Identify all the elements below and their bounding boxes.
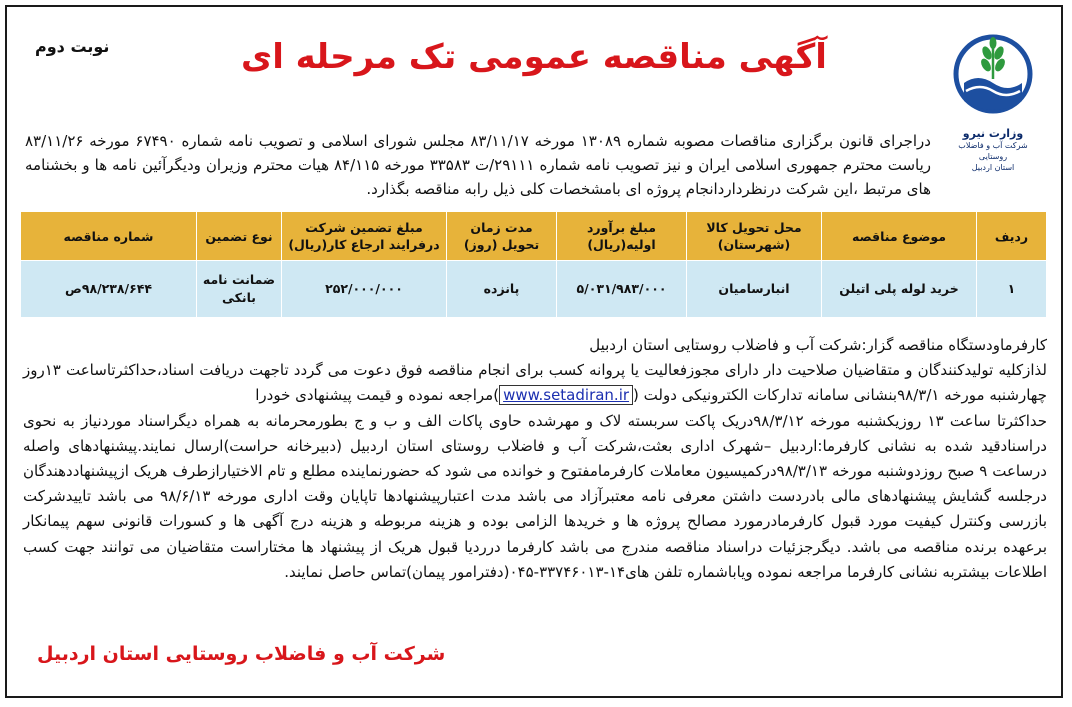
tender-table: [20, 211, 1047, 318]
header-guarantee-type: نوع تضمین: [197, 212, 282, 261]
table-header-row: [21, 212, 1047, 261]
header-subject: موضوع مناقصه: [822, 212, 977, 261]
invitation-paragraph: [23, 358, 1047, 408]
cell-delivery-location: انبارسامیان: [687, 261, 822, 318]
cell-tender-number: ۹۸/۲۳۸/۶۴۴ص: [21, 261, 197, 318]
header-delivery-time: مدت زمان تحویل (روز): [447, 212, 557, 261]
intro-paragraph: دراجرای قانون برگزاری مناقصات مصوبه شماره ۱۳۰۸۹ مورخه ۸۳/۱۱/۱۷ مجلس شورای اسلامی و تصویب نامه شماره ۶۷۴۹۰ مورخه ۸۳/۱۱/۲۶ ریاست محترم جمهوری اسلامی ایران و نیز تصویب نامه شماره ۲۹۱۱۱/ت ۳۳۵۸۳ مورخه ۸۴/۱۱۵ هیات محترم وزیران ودیگرآئین نامه ها و بخشنامه های مرتبط ،این شرکت درنظرداردانجام پروژه ای بامشخصات کلی ذیل رابه مناقصه بگذارد.: [25, 132, 931, 198]
employer-line: کارفرماودستگاه مناقصه گزار:شرکت آب و فاضلاب روستایی استان اردبیل: [589, 336, 1047, 354]
header-row-number: ردیف: [977, 212, 1047, 261]
header-delivery-location: محل تحویل کالا (شهرستان): [687, 212, 822, 261]
details-paragraph: حداکثرتا ساعت ۱۳ روزیکشنبه مورخه ۹۸/۳/۱۲دریک پاکت سربسته لاک و مهرشده حاوی پاکات الف و ب و ج بطورمحرمانه به همراه دیگراسناد موردنیاز به نحوی دراسنادقید شده به نشانی کارفرما:اردبیل –شهرک اداری بعثت،شرکت آب و فاضلاب روستای استان اردبیل (دبیرخانه حراست)ارسال نمایند.پیشنهادهای واصله درساعت ۹ صبح روزدوشنبه مورخه ۹۸/۳/۱۳درکمیسیون معاملات کارفرمامفتوح و خوانده می شود که حضورنماینده مطلع و تام الاختیارازطرف هریک ازپیشنهاددهندگان درجلسه گشایش پیشنهادهای مالی بادردست داشتن معرفی نامه معتبرآزاد می باشد مدت اعتبارپیشنهادها تاپایان وقت اداری مورخه ۹۸/۶/۱۳ می باشد تاییدشرکت بازرسی وکنترل کیفیت مورد قبول کارفرمادرمورد مصالح پروژه ها و خریدها الزامی بوده و هزینه مربوطه و هزینه درج آگهی ها و کسورات قانونی سهم پیمانکار برعهده برنده مناقصه می باشد. دیگرجزئیات دراسناد مناقصه مندرج می باشد کارفرما درردیا قبول هریک از پیشنهاد ها مختاراست متقاضیان می توانند جهت کسب اطلاعات بیشتربه نشانی کارفرما مراجعه نموده ویاباشماره تلفن های۱۴-۳۳۷۴۶۰۱۳-۰۴۵(دفترامور پیمان)تماس حاصل نمایند.: [23, 411, 1048, 581]
ministry-name: وزارت نیرو: [962, 127, 1024, 140]
cell-guarantee-type: ضمانت نامه بانکی: [197, 261, 282, 318]
notice-title: آگهی مناقصه عمومی تک مرحله ای: [241, 37, 827, 77]
notice-frame: [5, 5, 1063, 698]
invitation-text-2: )مراجعه نموده و قیمت پیشنهادی خودرا: [255, 386, 500, 405]
logo-company-line1: شرکت آب و فاضلاب روستایی: [958, 141, 1028, 161]
cell-delivery-time: پانزده: [447, 261, 557, 318]
footer-company-name: شرکت آب و فاضلاب روستایی استان اردبیل: [37, 643, 446, 665]
header-estimate: مبلغ برآورد اولیه(ریال): [557, 212, 687, 261]
header-guarantee-amount: مبلغ تضمین شرکت درفرایند ارجاع کار(ریال): [282, 212, 447, 261]
round-label: نوبت دوم: [35, 37, 110, 56]
cell-row-number: ۱: [977, 261, 1047, 318]
table-row: [21, 261, 1047, 318]
logo-company-line2: استان اردبیل: [971, 163, 1015, 172]
cell-subject: خرید لوله پلی اتیلن: [822, 261, 977, 318]
water-wheat-logo-icon: [952, 31, 1034, 117]
header-tender-number: شماره مناقصه: [21, 212, 197, 261]
invitation-text-1: لذازکلیه تولیدکنندگان و متقاضیان صلاحیت دار دارای مجوزفعالیت یا پروانه کسب برای انجام مناقصه فوق دعوت می گردد تاجهت دریافت اسناد،حداکثرتاساعت ۱۳روز چهارشنبه مورخه ۹۸/۳/۱بنشانی سامانه تدارکات الکترونیکی دولت (: [23, 361, 1047, 405]
cell-estimate: ۵/۰۳۱/۹۸۳/۰۰۰: [557, 261, 687, 318]
ministry-logo: [943, 31, 1043, 181]
notice-body: [23, 333, 1047, 585]
cell-guarantee-amount: ۲۵۲/۰۰۰/۰۰۰: [282, 261, 447, 318]
setadiran-link[interactable]: www.setadiran.ir: [499, 385, 633, 405]
